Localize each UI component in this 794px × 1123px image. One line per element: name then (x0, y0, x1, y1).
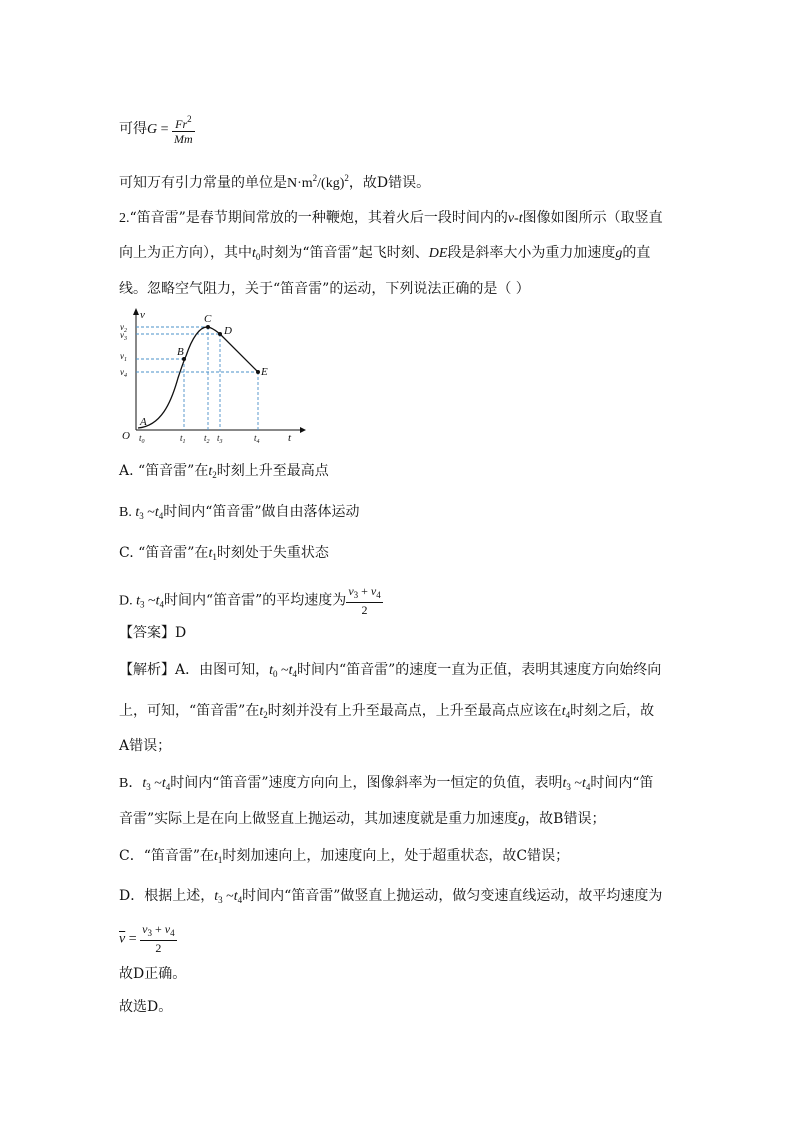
t-symbol: t (214, 849, 218, 864)
text: ，故D错误。 (348, 175, 431, 191)
subscript: 3 (353, 590, 359, 600)
t2-sub: 2 (206, 439, 210, 444)
subscript: 3 (139, 511, 144, 521)
t-symbol: t (259, 704, 264, 719)
point-C-label: C (204, 313, 212, 325)
t-symbol: t (214, 889, 219, 904)
option-A (119, 461, 329, 485)
text: 的直 (622, 245, 651, 261)
fraction-average-velocity (346, 584, 382, 617)
v1-sub: 1 (124, 357, 127, 363)
equals: = (157, 122, 173, 137)
subscript: 4 (585, 782, 591, 792)
answer-label: 【答案】D (119, 625, 187, 641)
v3-label: v (120, 330, 124, 340)
analysis-line-2 (119, 701, 654, 725)
analysis-line-1 (119, 660, 661, 684)
subscript: 3 (566, 782, 571, 792)
v2-label: v (120, 322, 124, 332)
text: 可知万有引力常量的单位是 (119, 175, 287, 191)
text: 时间内“笛音雷”速度方向向上，图像斜率为一恒定的负值，表明 (170, 775, 563, 791)
text: 时刻上升至最高点 (216, 463, 329, 479)
t-symbol: t (269, 663, 274, 678)
svg-text:t4 (254, 433, 260, 444)
fraction-v3-v4 (140, 922, 176, 955)
text: 线。忽略空气阻力，关于“笛音雷”的运动，下列说法正确的是（ ） (119, 281, 530, 297)
g-symbol: g (615, 246, 623, 261)
text: A错误； (119, 738, 172, 754)
t3-label: t (217, 433, 220, 443)
symbol-G: G (147, 122, 158, 137)
subscript: 3 (146, 782, 151, 792)
denominator: Mm (174, 132, 193, 146)
tilde: ~ (277, 663, 289, 678)
unit-line (119, 168, 430, 194)
v-axis-arrow (133, 308, 139, 315)
v4-sub: 4 (124, 373, 127, 379)
analysis-line-4 (119, 773, 654, 797)
t-symbol: t (136, 593, 141, 609)
unit-exp2: 2 (344, 173, 349, 183)
t-symbol: t (154, 505, 159, 520)
subscript: 3 (218, 895, 223, 905)
v3-sub: 3 (124, 336, 127, 342)
origin-label: O (122, 430, 130, 442)
subscript: 4 (376, 590, 381, 600)
text: 上，可知，“笛音雷”在 (119, 703, 260, 719)
t-symbol: t (208, 464, 213, 479)
subscript: 0 (273, 669, 278, 679)
text: 时间内“笛音雷”的平均速度为 (163, 592, 347, 609)
unit-kg: /(kg) (317, 176, 345, 191)
v1-label: v (120, 351, 124, 361)
t1-label: t (180, 433, 183, 443)
v4: v (370, 584, 377, 598)
t0-sub: 0 (141, 439, 145, 444)
point-A-label: A (140, 416, 147, 428)
g-symbol: g (518, 812, 526, 827)
text: B. (119, 505, 136, 520)
t-symbol: t (233, 889, 238, 904)
point-D-label: D (224, 325, 232, 337)
analysis-line-9 (119, 997, 172, 1017)
v2-sub: 2 (124, 328, 127, 334)
text: 时间内“笛音雷”做自由落体运动 (163, 504, 360, 520)
text: 时刻为“笛音雷”起飞时刻、 (260, 245, 429, 261)
tilde: ~ (143, 505, 155, 520)
text: C. “笛音雷”在 (119, 545, 209, 561)
subscript: 3 (147, 928, 152, 938)
text: 段是斜率大小为重力加速度 (447, 245, 616, 261)
question-line-3 (119, 279, 530, 299)
t-symbol: t (288, 663, 293, 678)
t-axis-label: t (288, 432, 292, 444)
text: 故D正确。 (119, 966, 187, 982)
v-axis-label: v (140, 309, 145, 321)
subscript: 1 (217, 855, 223, 865)
question-line-2 (119, 243, 650, 267)
v-bar: $\overline{v}$ (119, 931, 126, 947)
t0-symbol: t (252, 246, 256, 261)
t-symbol: t (561, 704, 566, 719)
text: D. (119, 593, 137, 609)
question-line-1 (119, 208, 663, 229)
subscript: 4 (237, 895, 243, 905)
text: 时刻加速向上，加速度向上，处于超重状态，故C错误； (222, 848, 570, 864)
text: 时刻并没有上升至最高点，上升至最高点应该在 (267, 703, 562, 719)
t2-label: t (204, 433, 207, 443)
vt-graph (116, 308, 306, 444)
t4-sub: 4 (256, 439, 260, 444)
text: 时刻处于失重状态 (216, 545, 329, 561)
option-B (119, 502, 360, 526)
guide-lines (136, 327, 258, 430)
subscript: 4 (292, 669, 297, 679)
analysis-formula (119, 922, 177, 955)
text: 故选D。 (119, 999, 173, 1015)
unit: N·m (287, 176, 313, 191)
point-E (256, 370, 260, 374)
subscript: 4 (165, 782, 171, 792)
svg-text:t3 (217, 433, 223, 444)
t0-label: t (139, 433, 142, 443)
subscript: 2 (212, 470, 217, 480)
tilde: ~ (144, 593, 156, 609)
subscript: 1 (212, 552, 217, 562)
tilde: ~ (222, 889, 234, 904)
formula-G-line (119, 112, 195, 146)
text: 时间内“笛音雷”做竖直上抛运动，做匀变速直线运动，故平均速度为 (242, 888, 663, 904)
analysis-line-7 (119, 886, 662, 910)
text: A. “笛音雷”在 (119, 463, 209, 479)
t-symbol: t (135, 505, 140, 520)
denominator: 2 (155, 941, 162, 955)
t4-label: t (254, 433, 257, 443)
subscript: 4 (159, 599, 164, 610)
vt-symbol: v-t (507, 211, 523, 226)
point-C (206, 325, 210, 329)
analysis-line-3 (119, 736, 171, 756)
plus: + (358, 584, 371, 598)
tilde: ~ (150, 776, 162, 791)
text: ，故B错误； (525, 811, 606, 827)
svg-text:v1 (120, 351, 127, 363)
t1-sub: 1 (182, 439, 186, 444)
answer (119, 623, 186, 643)
velocity-curve (138, 327, 258, 428)
t-symbol: t (582, 776, 586, 791)
t-symbol: t (208, 546, 213, 561)
svg-text:v4 (120, 367, 127, 379)
t-symbol: t (562, 776, 567, 791)
text: C．“笛音雷”在 (119, 848, 215, 864)
fraction-Fr2-Mm (172, 112, 195, 146)
subscript: 4 (565, 710, 571, 720)
subscript: 2 (263, 710, 268, 720)
text: 音雷”实际上是在向上做竖直上抛运动，其加速度就是重力加速度 (119, 811, 519, 827)
option-C (119, 543, 329, 567)
tilde: ~ (570, 776, 582, 791)
t-symbol: t (142, 776, 147, 791)
denominator: 2 (361, 603, 368, 617)
svg-text:t1 (180, 433, 186, 444)
subscript: 4 (170, 928, 175, 938)
v4: v (164, 922, 171, 936)
analysis-line-6 (119, 846, 569, 870)
analysis-line-5 (119, 809, 605, 830)
text: 时间内“笛 (590, 775, 654, 791)
v4-label: v (120, 367, 124, 377)
text: D．根据上述， (119, 888, 215, 904)
plus: + (151, 922, 165, 936)
analysis-line-8 (119, 964, 186, 984)
equals: = (125, 931, 141, 947)
numerator: Fr (175, 117, 188, 131)
text: B． (119, 776, 143, 791)
svg-text:t0 (139, 433, 145, 444)
text: 可得 (119, 121, 147, 137)
text: 图像如图所示（取竖直 (522, 210, 663, 226)
unit-exp: 2 (312, 173, 318, 183)
point-D (218, 332, 222, 336)
v3: v (142, 922, 148, 936)
subscript: 3 (140, 599, 145, 610)
v3: v (348, 584, 354, 598)
t-symbol: t (161, 776, 166, 791)
text: 时刻之后，故 (570, 703, 655, 719)
text: 【解析】A．由图可知， (119, 662, 270, 678)
text: “笛音雷”是春节期间常放的一种鞭炮，其着火后一段时间内的 (129, 210, 508, 226)
option-D (119, 584, 383, 617)
t3-sub: 3 (219, 439, 223, 444)
exponent: 2 (187, 114, 192, 124)
text: 时间内“笛音雷”的速度一直为正值，表明其速度方向始终向 (296, 662, 662, 678)
question-number: 2. (119, 211, 130, 226)
text: 向上为正方向），其中 (119, 245, 252, 261)
subscript: 4 (158, 511, 164, 521)
t-symbol: t (155, 593, 160, 609)
svg-text:t2 (204, 433, 210, 444)
t-axis-arrow (300, 427, 306, 433)
DE-symbol: DE (428, 246, 448, 261)
point-E-label: E (261, 366, 268, 378)
subscript: 0 (255, 252, 261, 262)
point-B-label: B (177, 346, 184, 358)
